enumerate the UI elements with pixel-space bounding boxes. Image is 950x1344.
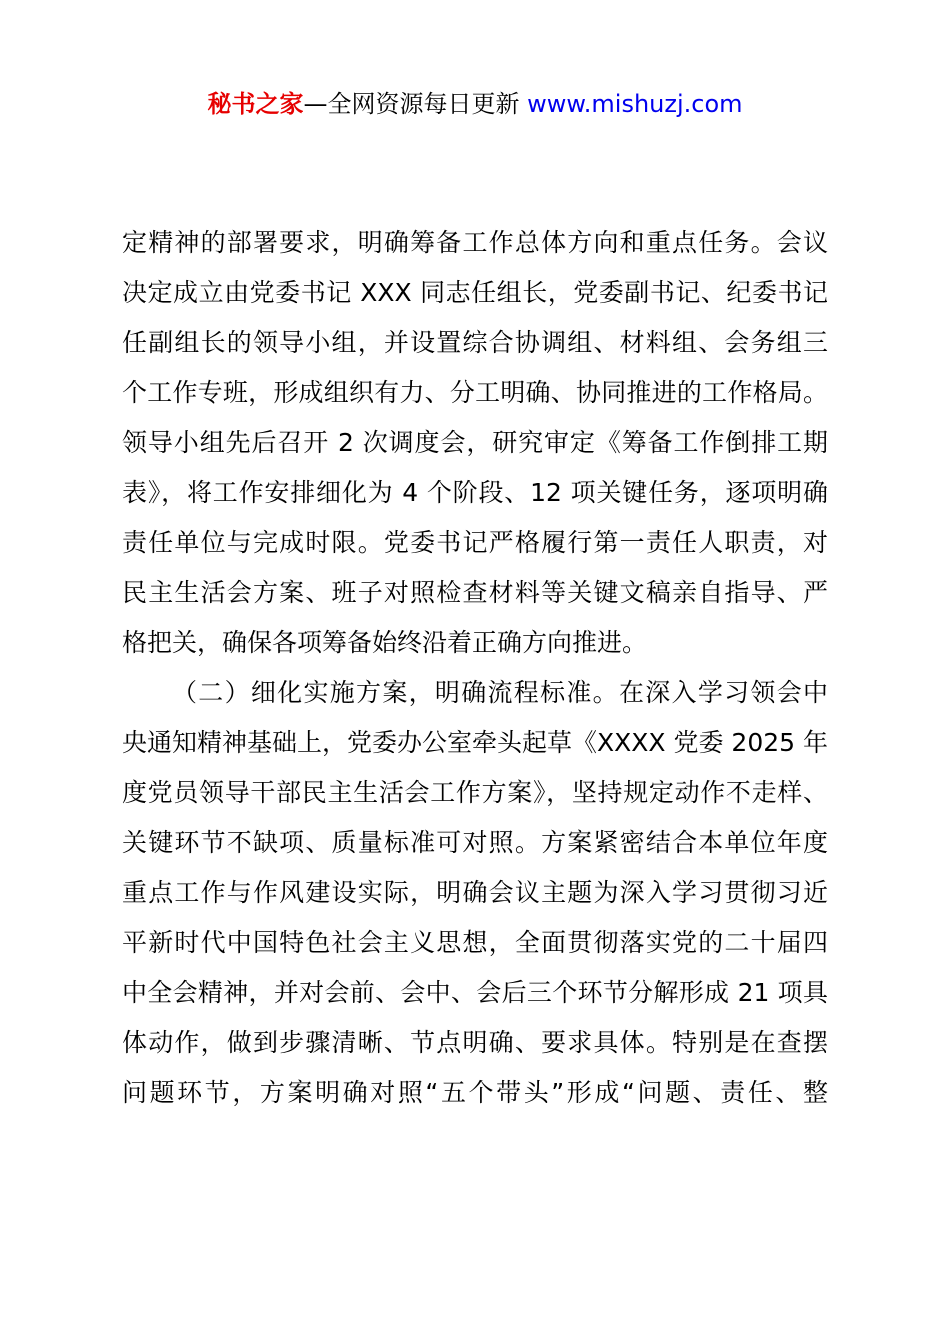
site-tagline: —全网资源每日更新 — [303, 90, 520, 118]
body-line: 重点工作与作风建设实际，明确会议主题为深入学习贯彻习近 — [122, 878, 828, 907]
body-line: 中全会精神，并对会前、会中、会后三个环节分解形成 21 项具 — [122, 978, 828, 1007]
body-line: 领导小组先后召开 2 次调度会，研究审定《筹备工作倒排工期 — [122, 428, 828, 457]
section-heading-line: （二）细化实施方案，明确流程标准。在深入学习领会中 — [172, 678, 828, 707]
body-line: 体动作，做到步骤清晰、节点明确、要求具体。特别是在查摆 — [122, 1028, 828, 1057]
body-line: 责任单位与完成时限。党委书记严格履行第一责任人职责，对 — [122, 528, 828, 557]
body-line: 任副组长的领导小组，并设置综合协调组、材料组、会务组三 — [122, 328, 828, 357]
body-line: 关键环节不缺项、质量标准可对照。方案紧密结合本单位年度 — [122, 828, 828, 857]
body-line: 问题环节，方案明确对照“五个带头”形成“问题、责任、整 — [122, 1078, 828, 1107]
body-line: 个工作专班，形成组织有力、分工明确、协同推进的工作格局。 — [122, 378, 828, 407]
body-line: 央通知精神基础上，党委办公室牵头起草《XXXX 党委 2025 年 — [122, 728, 828, 757]
site-url-link[interactable]: www.mishuzj.com — [527, 90, 743, 118]
body-line: 民主生活会方案、班子对照检查材料等关键文稿亲自指导、严 — [122, 578, 828, 607]
body-line: 度党员领导干部民主生活会工作方案》，坚持规定动作不走样、 — [122, 778, 828, 807]
body-line: 平新时代中国特色社会主义思想，全面贯彻落实党的二十届四 — [122, 928, 828, 957]
body-line: 定精神的部署要求，明确筹备工作总体方向和重点任务。会议 — [122, 228, 828, 257]
body-line: 表》，将工作安排细化为 4 个阶段、12 项关键任务，逐项明确 — [122, 478, 828, 507]
site-header — [0, 86, 950, 122]
body-line: 格把关，确保各项筹备始终沿着正确方向推进。 — [122, 628, 648, 657]
site-brand: 秘书之家 — [207, 90, 304, 118]
body-line: 决定成立由党委书记 XXX 同志任组长，党委副书记、纪委书记 — [122, 278, 828, 307]
